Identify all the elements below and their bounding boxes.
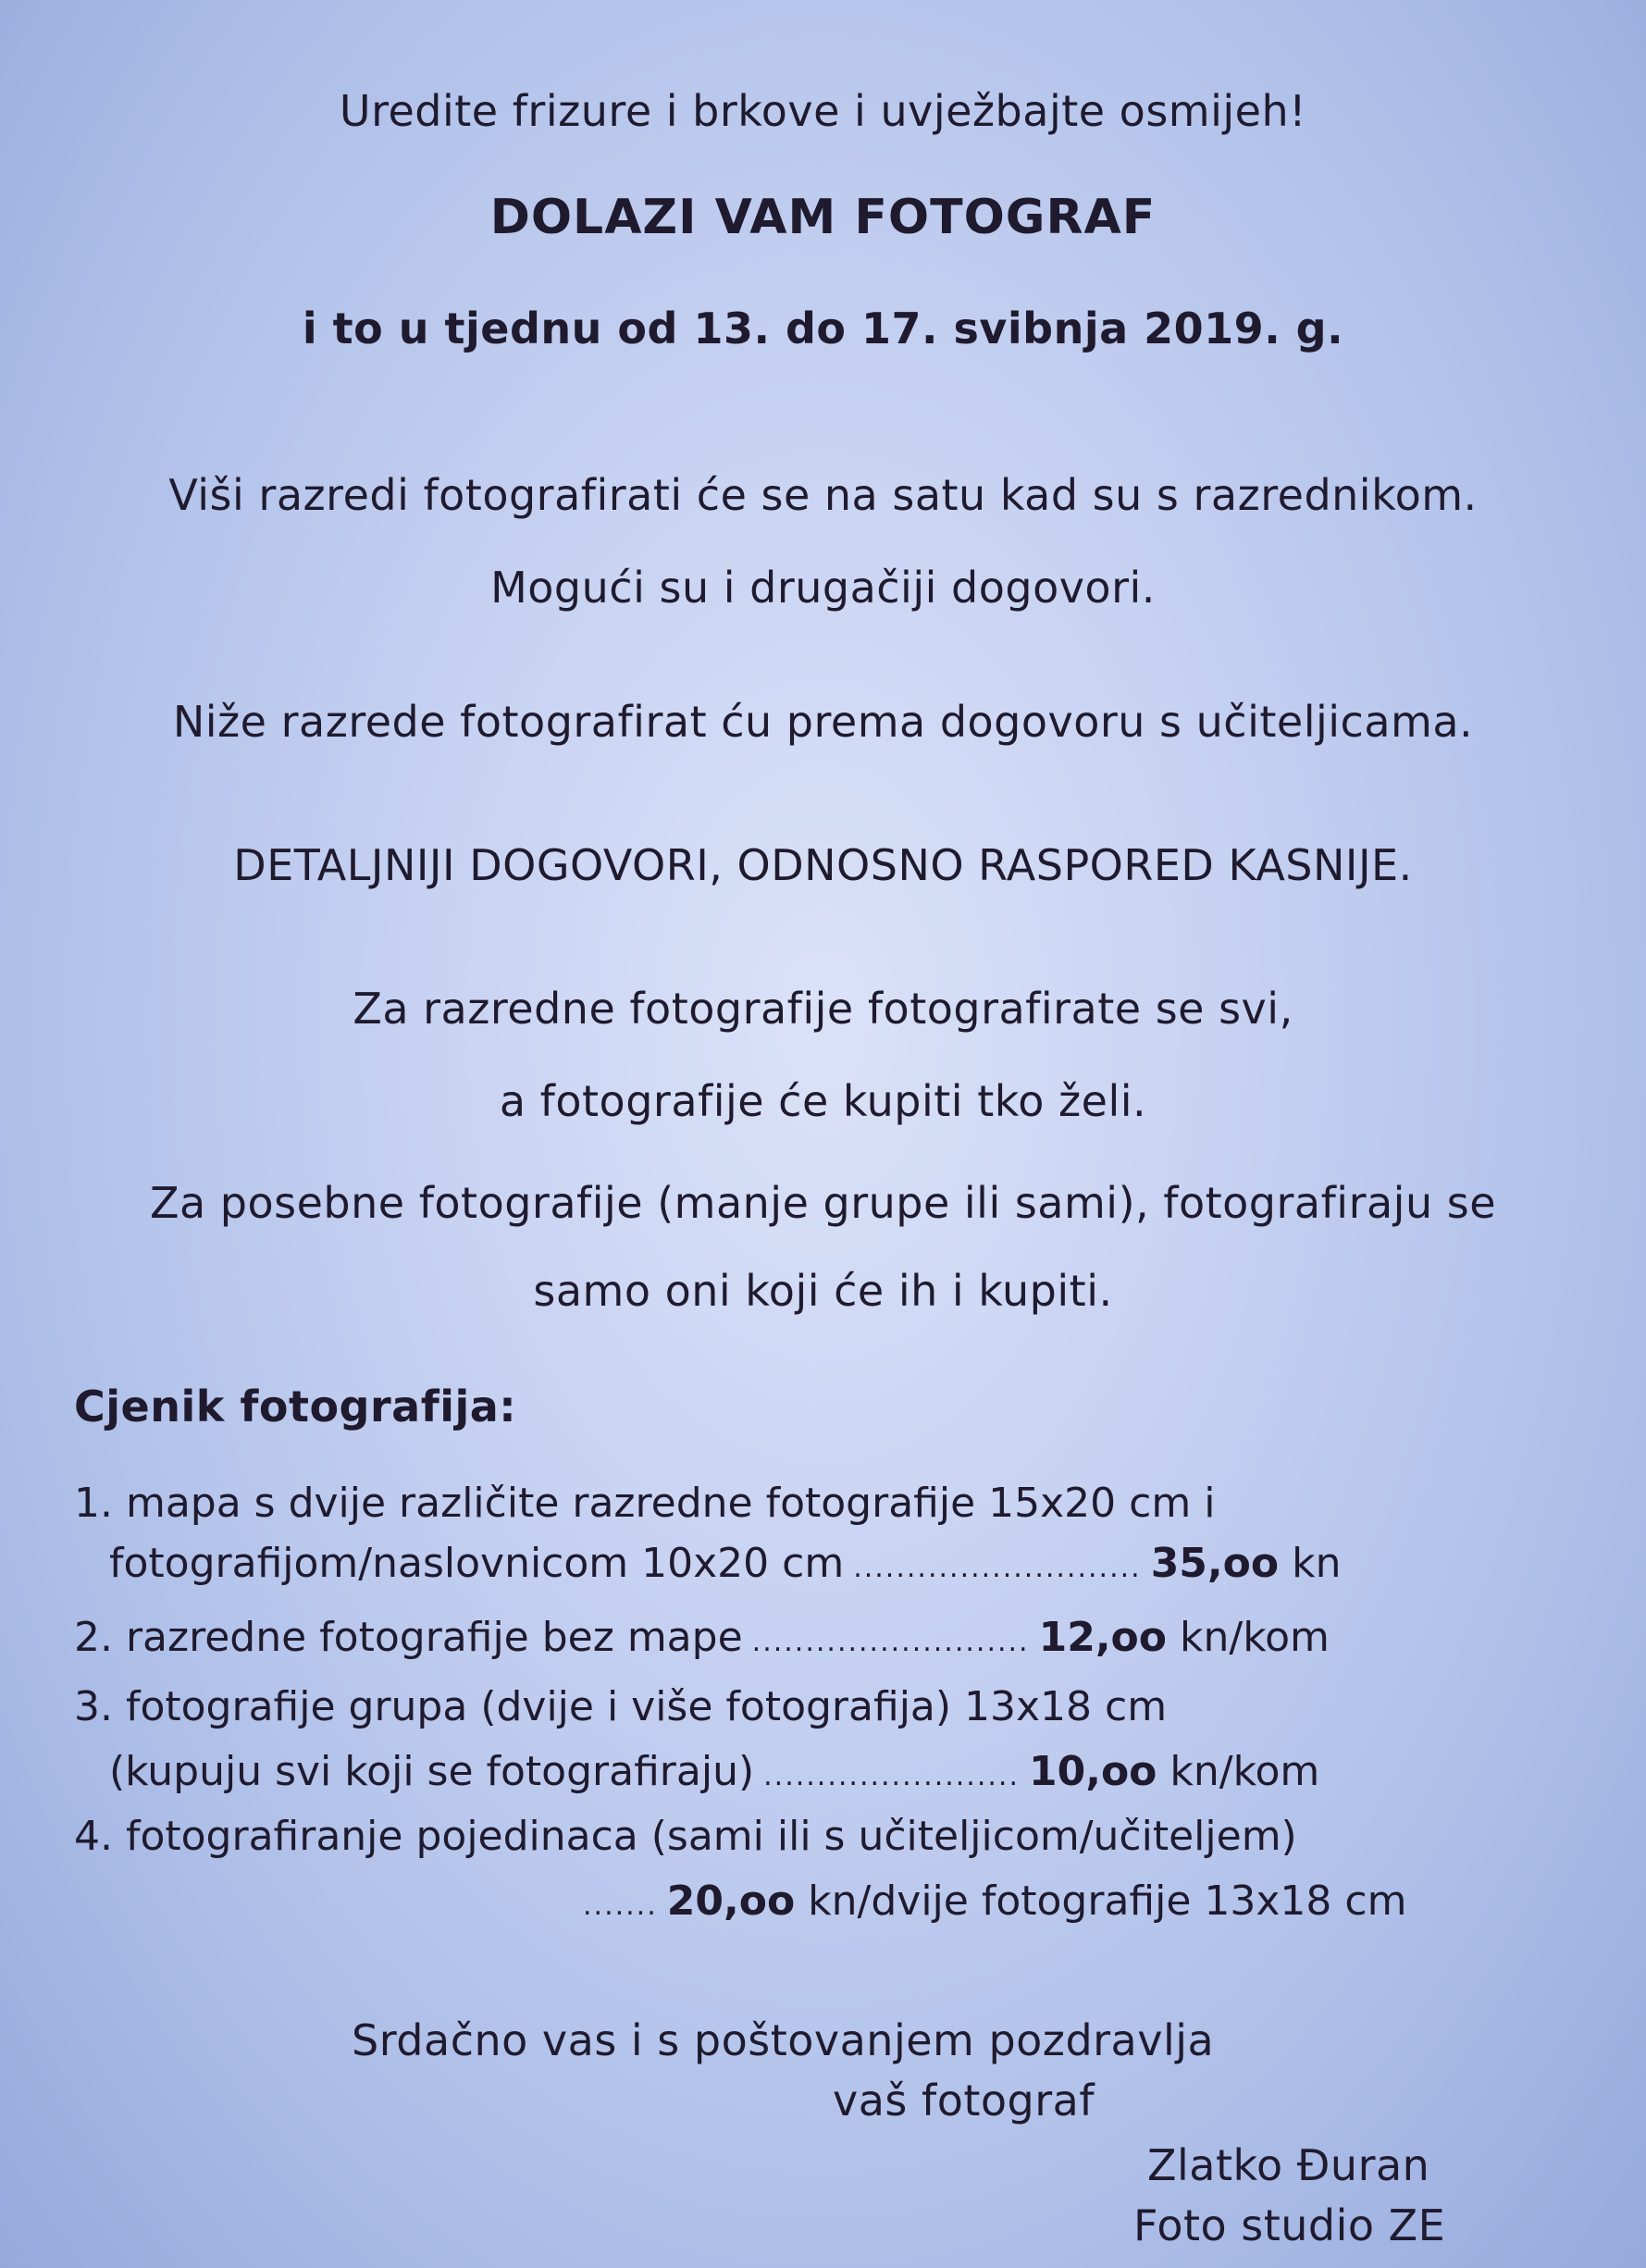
price-item-4-leader: .......: [583, 1890, 658, 1922]
price-item-1-leader: ...........................: [853, 1552, 1142, 1584]
other-arrangements-line: Mogući su i drugačiji dogovori.: [490, 563, 1156, 613]
studio-name: Foto studio ZE: [1133, 2200, 1446, 2250]
closing-photographer: vaš fotograf: [833, 2076, 1095, 2125]
price-item-1-line-2: [109, 1536, 1341, 1596]
price-item-2: [74, 1610, 1330, 1670]
price-item-1-text-2: fotografijom/naslovnicom 10x20 cm: [109, 1540, 845, 1587]
lower-grades-line: Niže razrede fotografirat ću prema dogovoru s učiteljicama.: [172, 697, 1474, 747]
price-item-3-leader: ........................: [763, 1760, 1020, 1792]
price-item-3-text: 3. fotografije grupa (dvije i više fotografija) 13x18 cm: [74, 1683, 1168, 1730]
special-photo-line-1: Za posebne fotografije (manje grupe ili sami), fotografiraju se: [149, 1178, 1496, 1228]
special-photo-line-2: samo oni koji će ih i kupiti.: [533, 1266, 1113, 1316]
price-item-3-text-2: (kupuju svi koji se fotografiraju): [109, 1748, 755, 1795]
price-item-1-text: 1. mapa s dvije različite razredne fotografije 15x20 cm i: [74, 1480, 1216, 1527]
price-item-2-unit: kn/kom: [1180, 1614, 1330, 1661]
price-item-4-unit: kn/dvije fotografije 13x18 cm: [808, 1878, 1407, 1925]
upper-grades-line: Viši razredi fotografirati će se na satu kad su s razrednikom.: [168, 470, 1478, 520]
photographer-name: Zlatko Đuran: [1147, 2140, 1430, 2190]
price-item-1-unit: kn: [1292, 1540, 1342, 1587]
price-item-4-value: 20,oo: [666, 1878, 796, 1925]
intro-line: Uredite frizure i brkove i uvježbajte osmijeh!: [339, 86, 1307, 136]
class-photo-line-2: a fotografije će kupiti tko želi.: [499, 1076, 1147, 1126]
price-item-1-line-1: [74, 1476, 1215, 1531]
price-item-2-text: 2. razredne fotografije bez mape: [74, 1614, 743, 1661]
price-item-2-leader: ..........................: [751, 1626, 1030, 1658]
price-item-3-value: 10,oo: [1029, 1748, 1157, 1795]
price-item-3-line-1: [74, 1679, 1167, 1735]
class-photo-line-1: Za razredne fotografije fotografirate se svi,: [353, 984, 1293, 1034]
closing-greeting: Srdačno vas i s poštovanjem pozdravlja: [352, 2015, 1215, 2065]
price-item-3-line-2: [109, 1744, 1319, 1804]
notice-title: DOLAZI VAM FOTOGRAF: [489, 190, 1157, 245]
price-item-4-text: 4. fotografiranje pojedinaca (sami ili s učiteljicom/učiteljem): [74, 1813, 1297, 1860]
price-item-1-value: 35,oo: [1150, 1540, 1280, 1587]
price-item-3-unit: kn/kom: [1170, 1748, 1320, 1795]
price-item-4-line-2: [574, 1874, 1406, 1934]
price-item-2-value: 12,oo: [1038, 1614, 1168, 1661]
price-list-heading: Cjenik fotografija:: [74, 1382, 517, 1431]
price-item-4-line-1: [74, 1809, 1297, 1865]
date-line: i to u tjednu od 13. do 17. svibnja 2019. g.: [302, 304, 1344, 353]
schedule-later-line: DETALJNIJI DOGOVORI, ODNOSNO RASPORED KASNIJE.: [233, 840, 1413, 890]
